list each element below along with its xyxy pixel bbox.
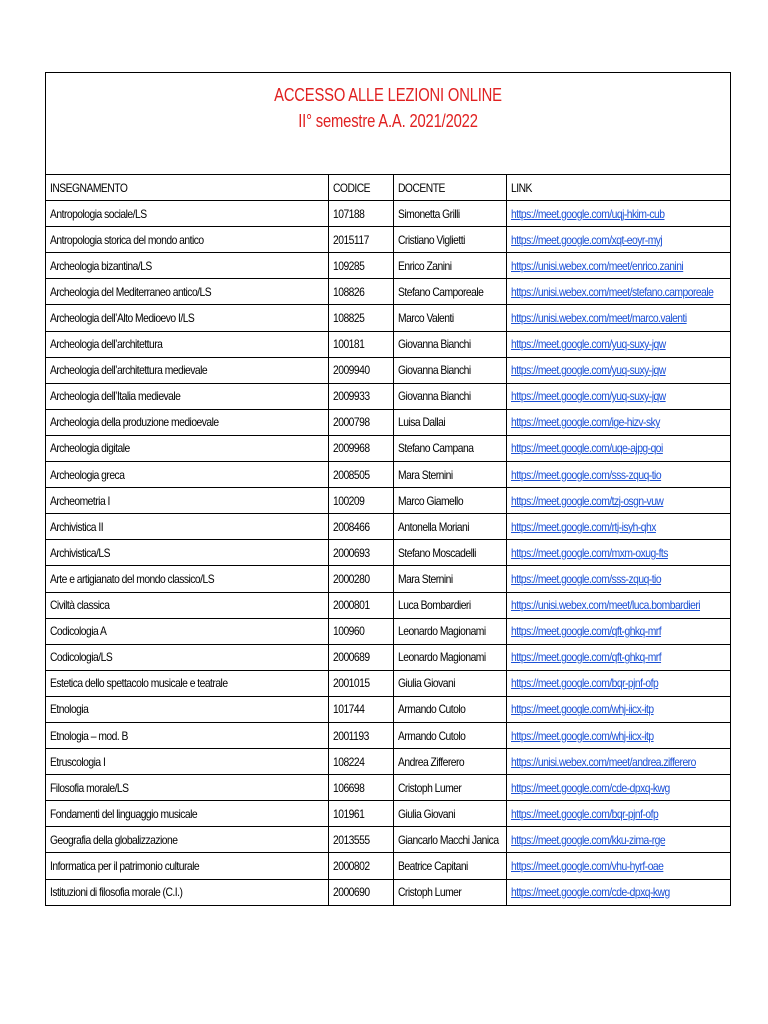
meeting-link[interactable]: https://unisi.webex.com/meet/luca.bombardieri (510, 598, 700, 613)
course-code-cell (328, 644, 393, 670)
course-name-cell (46, 435, 328, 461)
course-name-text: Estetica dello spettacolo musicale e teatrale (50, 676, 228, 691)
link-cell (506, 827, 730, 853)
course-code-text: 108826 (332, 284, 364, 299)
teacher-text: Cristoph Lumer (397, 885, 461, 900)
course-name-text: Codicologia A (50, 624, 107, 639)
meeting-link[interactable]: https://meet.google.com/qft-ghkq-mrf (510, 624, 661, 639)
table-header-row (46, 175, 730, 201)
teacher-text: Mara Sternini (397, 467, 453, 482)
table-row (46, 279, 730, 305)
course-code-text: 107188 (332, 206, 364, 221)
course-code-text: 108825 (332, 311, 364, 326)
teacher-cell (393, 722, 506, 748)
course-code-text: 2000690 (332, 885, 370, 900)
course-code-cell (328, 566, 393, 592)
table-row (46, 201, 730, 227)
teacher-cell (393, 566, 506, 592)
course-code-text: 106698 (332, 780, 364, 795)
teacher-cell (393, 540, 506, 566)
course-name-text: Archeologia del Mediterraneo antico/LS (50, 284, 212, 299)
teacher-text: Luca Bombardieri (397, 598, 471, 613)
link-cell (506, 227, 730, 253)
link-cell (506, 305, 730, 331)
course-name-cell (46, 801, 328, 827)
course-name-text: Archeologia dell’Italia medievale (50, 389, 181, 404)
course-name-text: Etnologia – mod. B (50, 728, 128, 743)
course-name-text: Informatica per il patrimonio culturale (50, 858, 200, 873)
table-row (46, 409, 730, 435)
document-sheet (45, 72, 731, 906)
teacher-text: Luisa Dallai (397, 415, 445, 430)
meeting-link[interactable]: https://meet.google.com/cde-dpxq-kwg (510, 885, 670, 900)
course-code-text: 2013555 (332, 832, 370, 847)
teacher-cell (393, 670, 506, 696)
course-name-cell (46, 879, 328, 905)
table-row (46, 383, 730, 409)
course-name-cell (46, 540, 328, 566)
link-cell (506, 488, 730, 514)
course-code-text: 101961 (332, 806, 364, 821)
teacher-cell (393, 435, 506, 461)
teacher-cell (393, 253, 506, 279)
teacher-text: Cristoph Lumer (397, 780, 461, 795)
teacher-cell (393, 383, 506, 409)
meeting-link[interactable]: https://meet.google.com/yuq-suxy-jqw (510, 363, 666, 378)
table-row (46, 253, 730, 279)
course-name-cell (46, 644, 328, 670)
meeting-link[interactable]: https://meet.google.com/yuq-suxy-jqw (510, 389, 666, 404)
teacher-cell (393, 696, 506, 722)
teacher-text: Stefano Camporeale (397, 284, 483, 299)
table-row (46, 305, 730, 331)
course-code-text: 101744 (332, 702, 364, 717)
course-code-text: 100209 (332, 493, 364, 508)
course-name-cell (46, 357, 328, 383)
link-cell (506, 853, 730, 879)
course-name-cell (46, 827, 328, 853)
course-code-cell (328, 696, 393, 722)
course-name-text: Archivistica/LS (50, 545, 110, 560)
course-code-cell (328, 879, 393, 905)
course-name-text: Archeologia dell’architettura (50, 337, 163, 352)
teacher-text: Andrea Zifferero (397, 754, 464, 769)
meeting-link[interactable]: https://meet.google.com/yuq-suxy-jqw (510, 337, 666, 352)
course-code-text: 2015117 (332, 232, 369, 247)
table-row (46, 853, 730, 879)
link-cell (506, 670, 730, 696)
course-code-cell (328, 227, 393, 253)
course-name-cell (46, 383, 328, 409)
course-name-text: Arte e artigianato del mondo classico/LS (50, 571, 215, 586)
teacher-cell (393, 827, 506, 853)
meeting-link[interactable]: https://meet.google.com/whj-iicx-itp (510, 728, 654, 743)
course-name-cell (46, 566, 328, 592)
teacher-text: Cristiano Viglietti (397, 232, 465, 247)
teacher-text: Armando Cutolo (397, 702, 465, 717)
course-code-text: 2000802 (332, 858, 370, 873)
header-insegnamento: INSEGNAMENTO (46, 175, 328, 201)
link-cell (506, 462, 730, 488)
course-code-text: 2000280 (332, 571, 370, 586)
link-cell (506, 357, 730, 383)
course-name-cell (46, 227, 328, 253)
course-name-cell (46, 749, 328, 775)
course-name-text: Civiltà classica (50, 598, 110, 613)
link-cell (506, 749, 730, 775)
teacher-text: Beatrice Capitani (397, 858, 468, 873)
course-code-cell (328, 722, 393, 748)
course-name-cell (46, 853, 328, 879)
link-cell (506, 566, 730, 592)
teacher-cell (393, 618, 506, 644)
link-cell (506, 540, 730, 566)
document-subtitle: II° semestre A.A. 2021/2022 (298, 111, 478, 131)
course-code-cell (328, 853, 393, 879)
link-cell (506, 801, 730, 827)
link-cell (506, 331, 730, 357)
title-box (46, 73, 730, 175)
course-code-text: 2000689 (332, 650, 370, 665)
meeting-link[interactable]: https://meet.google.com/bqr-pjnf-ofp (510, 806, 658, 821)
course-name-cell (46, 514, 328, 540)
meeting-link[interactable]: https://meet.google.com/whj-iicx-itp (510, 702, 654, 717)
course-name-cell (46, 696, 328, 722)
course-name-text: Istituzioni di filosofia morale (C.I.) (50, 885, 183, 900)
link-cell (506, 879, 730, 905)
course-code-cell (328, 462, 393, 488)
course-code-text: 2000801 (332, 598, 370, 613)
link-cell (506, 253, 730, 279)
table-row (46, 540, 730, 566)
meeting-link[interactable]: https://meet.google.com/uqj-hkim-cub (510, 206, 665, 221)
meeting-link[interactable]: https://unisi.webex.com/meet/enrico.zanini (510, 258, 683, 273)
course-name-cell (46, 670, 328, 696)
table-row (46, 566, 730, 592)
course-code-text: 108224 (332, 754, 364, 769)
course-name-cell (46, 331, 328, 357)
teacher-text: Mara Sternini (397, 571, 453, 586)
document-title: ACCESSO ALLE LEZIONI ONLINE (274, 85, 502, 105)
course-code-text: 2009968 (332, 441, 370, 456)
course-name-text: Etnologia (50, 702, 89, 717)
meeting-link[interactable]: https://meet.google.com/tzj-osgn-vuw (510, 493, 663, 508)
teacher-cell (393, 305, 506, 331)
teacher-text: Giovanna Bianchi (397, 363, 471, 378)
table-row (46, 775, 730, 801)
table-row (46, 514, 730, 540)
course-name-text: Codicologia/LS (50, 650, 113, 665)
header-link: LINK (506, 175, 730, 201)
course-code-text: 2001193 (332, 728, 369, 743)
teacher-cell (393, 514, 506, 540)
courses-table (46, 175, 730, 905)
teacher-text: Giulia Giovani (397, 806, 455, 821)
meeting-link[interactable]: https://meet.google.com/rtj-isyh-qhx (510, 519, 656, 534)
teacher-cell (393, 409, 506, 435)
link-cell (506, 618, 730, 644)
table-row (46, 801, 730, 827)
link-cell (506, 722, 730, 748)
course-code-cell (328, 670, 393, 696)
course-name-text: Archeologia dell’Alto Medioevo I/LS (50, 311, 195, 326)
table-row (46, 722, 730, 748)
table-row (46, 331, 730, 357)
course-name-cell (46, 201, 328, 227)
header-codice: CODICE (328, 175, 393, 201)
course-name-cell (46, 462, 328, 488)
table-row (46, 644, 730, 670)
teacher-cell (393, 801, 506, 827)
course-name-text: Archeometria I (50, 493, 110, 508)
table-row (46, 670, 730, 696)
course-code-cell (328, 409, 393, 435)
course-name-text: Fondamenti del linguaggio musicale (50, 806, 198, 821)
teacher-text: Enrico Zanini (397, 258, 452, 273)
teacher-text: Giulia Giovani (397, 676, 455, 691)
course-name-cell (46, 305, 328, 331)
course-code-text: 2008505 (332, 467, 370, 482)
course-name-text: Archeologia digitale (50, 441, 130, 456)
teacher-cell (393, 227, 506, 253)
meeting-link[interactable]: https://meet.google.com/ige-hizv-sky (510, 415, 660, 430)
course-code-cell (328, 775, 393, 801)
table-row (46, 227, 730, 253)
course-code-cell (328, 514, 393, 540)
course-name-text: Archeologia della produzione medioevale (50, 415, 219, 430)
course-name-cell (46, 488, 328, 514)
link-cell (506, 383, 730, 409)
course-code-cell (328, 618, 393, 644)
link-cell (506, 775, 730, 801)
course-name-text: Etruscologia I (50, 754, 106, 769)
course-name-text: Filosofia morale/LS (50, 780, 129, 795)
course-code-cell (328, 435, 393, 461)
teacher-cell (393, 488, 506, 514)
meeting-link[interactable]: https://meet.google.com/qft-ghkq-mrf (510, 650, 661, 665)
course-code-cell (328, 357, 393, 383)
course-code-text: 109285 (332, 258, 364, 273)
course-code-text: 100960 (332, 624, 364, 639)
course-code-cell (328, 279, 393, 305)
course-code-text: 2001015 (332, 676, 370, 691)
teacher-text: Antonella Moriani (397, 519, 469, 534)
table-row (46, 488, 730, 514)
teacher-cell (393, 749, 506, 775)
course-code-text: 100181 (332, 337, 364, 352)
course-code-cell (328, 383, 393, 409)
link-cell (506, 201, 730, 227)
meeting-link[interactable]: https://meet.google.com/bqr-pjnf-ofp (510, 676, 658, 691)
course-name-cell (46, 618, 328, 644)
course-code-cell (328, 827, 393, 853)
meeting-link[interactable]: https://meet.google.com/cde-dpxq-kwg (510, 780, 670, 795)
teacher-cell (393, 853, 506, 879)
course-name-cell (46, 409, 328, 435)
teacher-cell (393, 331, 506, 357)
header-docente: DOCENTE (393, 175, 506, 201)
course-code-cell (328, 488, 393, 514)
meeting-link[interactable]: https://meet.google.com/vhu-hyrf-oae (510, 858, 663, 873)
link-cell (506, 644, 730, 670)
course-name-cell (46, 592, 328, 618)
course-code-cell (328, 253, 393, 279)
teacher-cell (393, 644, 506, 670)
table-row (46, 618, 730, 644)
course-name-cell (46, 722, 328, 748)
teacher-text: Leonardo Magionami (397, 650, 486, 665)
course-code-cell (328, 305, 393, 331)
meeting-link[interactable]: https://unisi.webex.com/meet/andrea.zifferero (510, 754, 696, 769)
course-name-text: Antropologia sociale/LS (50, 206, 147, 221)
table-row (46, 879, 730, 905)
teacher-text: Armando Cutolo (397, 728, 465, 743)
link-cell (506, 592, 730, 618)
meeting-link[interactable]: https://meet.google.com/xqt-eoyr-myj (510, 232, 662, 247)
course-code-text: 2000798 (332, 415, 370, 430)
teacher-text: Marco Valenti (397, 311, 454, 326)
course-code-text: 2000693 (332, 545, 370, 560)
teacher-cell (393, 201, 506, 227)
teacher-text: Stefano Moscadelli (397, 545, 476, 560)
course-code-cell (328, 540, 393, 566)
table-row (46, 357, 730, 383)
course-name-cell (46, 253, 328, 279)
table-row (46, 435, 730, 461)
meeting-link[interactable]: https://meet.google.com/sss-zquq-tio (510, 571, 661, 586)
table-row (46, 827, 730, 853)
teacher-text: Simonetta Grilli (397, 206, 460, 221)
course-name-cell (46, 279, 328, 305)
teacher-cell (393, 775, 506, 801)
course-code-text: 2009933 (332, 389, 370, 404)
link-cell (506, 409, 730, 435)
teacher-cell (393, 879, 506, 905)
meeting-link[interactable]: https://meet.google.com/uqe-ajpg-qoi (510, 441, 663, 456)
teacher-text: Giancarlo Macchi Janica (397, 832, 499, 847)
course-code-cell (328, 801, 393, 827)
meeting-link[interactable]: https://meet.google.com/mxm-oxug-fts (510, 545, 668, 560)
link-cell (506, 435, 730, 461)
link-cell (506, 514, 730, 540)
teacher-cell (393, 357, 506, 383)
table-row (46, 696, 730, 722)
table-row (46, 592, 730, 618)
course-code-text: 2009940 (332, 363, 370, 378)
course-code-cell (328, 749, 393, 775)
meeting-link[interactable]: https://unisi.webex.com/meet/stefano.camporeale (510, 284, 713, 299)
meeting-link[interactable]: https://meet.google.com/sss-zquq-tio (510, 467, 661, 482)
meeting-link[interactable]: https://unisi.webex.com/meet/marco.valenti (510, 311, 687, 326)
teacher-text: Leonardo Magionami (397, 624, 486, 639)
course-name-text: Archeologia dell’architettura medievale (50, 363, 208, 378)
teacher-cell (393, 592, 506, 618)
course-code-cell (328, 201, 393, 227)
course-name-text: Archeologia bizantina/LS (50, 258, 152, 273)
course-code-cell (328, 331, 393, 357)
teacher-text: Giovanna Bianchi (397, 389, 471, 404)
teacher-text: Stefano Campana (397, 441, 473, 456)
teacher-cell (393, 462, 506, 488)
teacher-cell (393, 279, 506, 305)
course-name-cell (46, 775, 328, 801)
course-name-text: Archivistica II (50, 519, 104, 534)
link-cell (506, 696, 730, 722)
table-row (46, 462, 730, 488)
course-name-text: Geografia della globalizzazione (50, 832, 178, 847)
course-code-cell (328, 592, 393, 618)
course-code-text: 2008466 (332, 519, 370, 534)
table-row (46, 749, 730, 775)
link-cell (506, 279, 730, 305)
teacher-text: Giovanna Bianchi (397, 337, 471, 352)
meeting-link[interactable]: https://meet.google.com/kku-zima-rge (510, 832, 665, 847)
teacher-text: Marco Giamello (397, 493, 463, 508)
course-name-text: Archeologia greca (50, 467, 125, 482)
course-name-text: Antropologia storica del mondo antico (50, 232, 204, 247)
